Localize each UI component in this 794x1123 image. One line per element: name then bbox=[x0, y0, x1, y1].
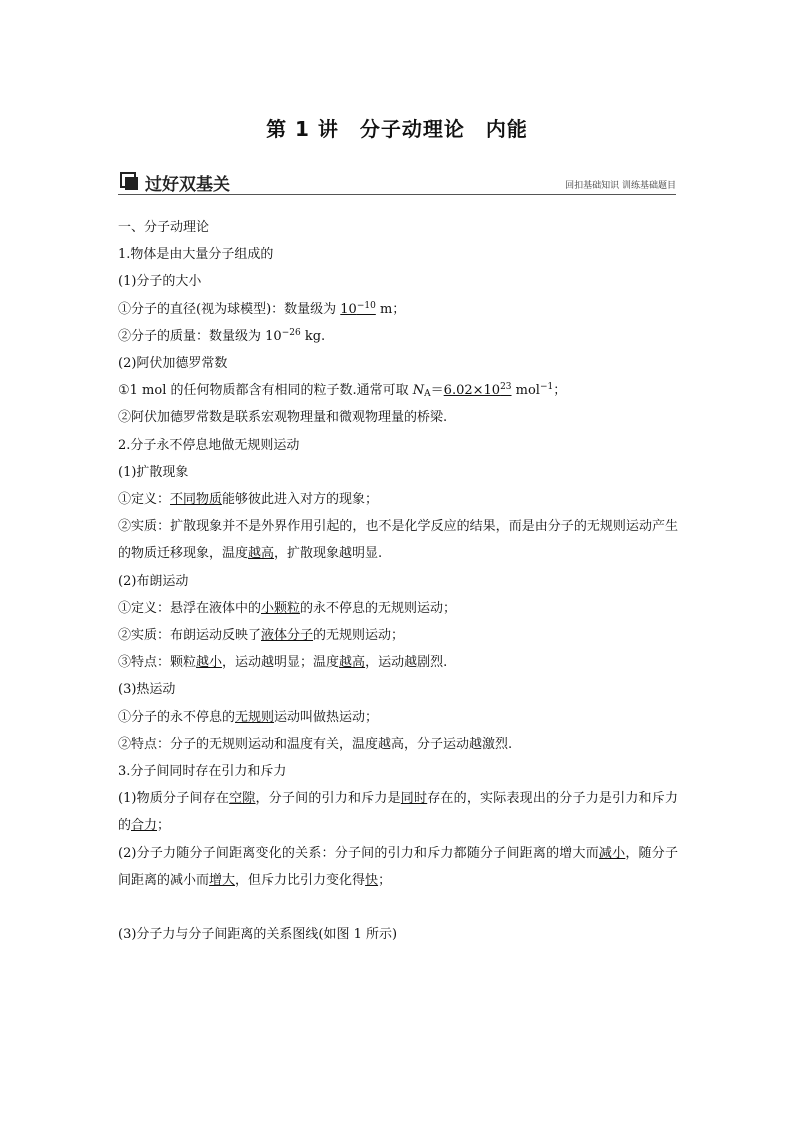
heading-molecular-forces: 3.分子间同时存在引力和斥力 bbox=[118, 764, 287, 780]
page-title: 第 1 讲 分子动理论 内能 bbox=[266, 117, 528, 141]
brownian-essence: ②实质：布朗运动反映了液体分子的无规则运动； bbox=[118, 628, 405, 644]
molecule-mass: ②分子的质量：数量级为 $10^{-26}$ kg. bbox=[118, 327, 326, 344]
heading-brownian: (2)布朗运动 bbox=[118, 573, 189, 589]
avogadro-bridge: ②阿伏加德罗常数是联系宏观物理量和微观物理量的桥梁. bbox=[118, 410, 448, 426]
brownian-definition: ①定义：悬浮在液体中的小颗粒的永不停息的无规则运动； bbox=[118, 600, 457, 616]
content-body bbox=[118, 214, 678, 948]
diffusion-definition: ①定义：不同物质能够彼此进入对方的现象； bbox=[118, 492, 379, 508]
section-subtitle: 回扣基础知识 训练基础题目 bbox=[565, 181, 676, 191]
thermal-definition: ①分子的永不停息的无规则运动叫做热运动； bbox=[118, 709, 379, 725]
avogadro-value: ①1 mol 的任何物质都含有相同的粒子数.通常可取 $N_A=6.02\times 10^{23}$ mol$^{-1}$； bbox=[118, 382, 567, 400]
heading-kinetic-theory: 一、分子动理论 bbox=[118, 220, 210, 235]
diffusion-essence: ②实质：扩散现象并不是外界作用引起的，也不是化学反应的结果，而是由分子的无规则运动产生的物质迁移现象，温度越高，扩散现象越明显. bbox=[118, 519, 678, 562]
heading-thermal-motion: (3)热运动 bbox=[118, 682, 176, 698]
forces-point-2: (2)分子力随分子间距离变化的关系：分子间的引力和斥力都随分子间距离的增大而减小，随分子间距离的减小而增大，但斥力比引力变化得快； bbox=[118, 845, 678, 888]
blank-gap bbox=[118, 894, 678, 921]
heading-molecule-composition: 1.物体是由大量分子组成的 bbox=[118, 247, 274, 263]
heading-diffusion: (1)扩散现象 bbox=[118, 464, 189, 480]
heading-random-motion: 2.分子永不停息地做无规则运动 bbox=[118, 437, 300, 453]
forces-point-3: (3)分子力与分子间距离的关系图线(如图 1 所示) bbox=[118, 927, 398, 943]
section-header bbox=[118, 170, 676, 195]
section-title: 过好双基关 bbox=[145, 175, 230, 195]
heading-avogadro: (2)阿伏加德罗常数 bbox=[118, 356, 228, 372]
thermal-features: ②特点：分子的无规则运动和温度有关，温度越高，分子运动越激烈. bbox=[118, 736, 513, 752]
section-square-icon bbox=[120, 172, 138, 190]
heading-molecule-size: (1)分子的大小 bbox=[118, 274, 202, 290]
brownian-features: ③特点：颗粒越小，运动越明显；温度越高，运动越剧烈. bbox=[118, 655, 448, 671]
forces-point-1: (1)物质分子间存在空隙，分子间的引力和斥力是同时存在的，实际表现出的分子力是引力和斥力的合力； bbox=[118, 791, 678, 834]
molecule-diameter: ①分子的直径(视为球模型)：数量级为 $10^{-10}$ m； bbox=[118, 300, 406, 317]
